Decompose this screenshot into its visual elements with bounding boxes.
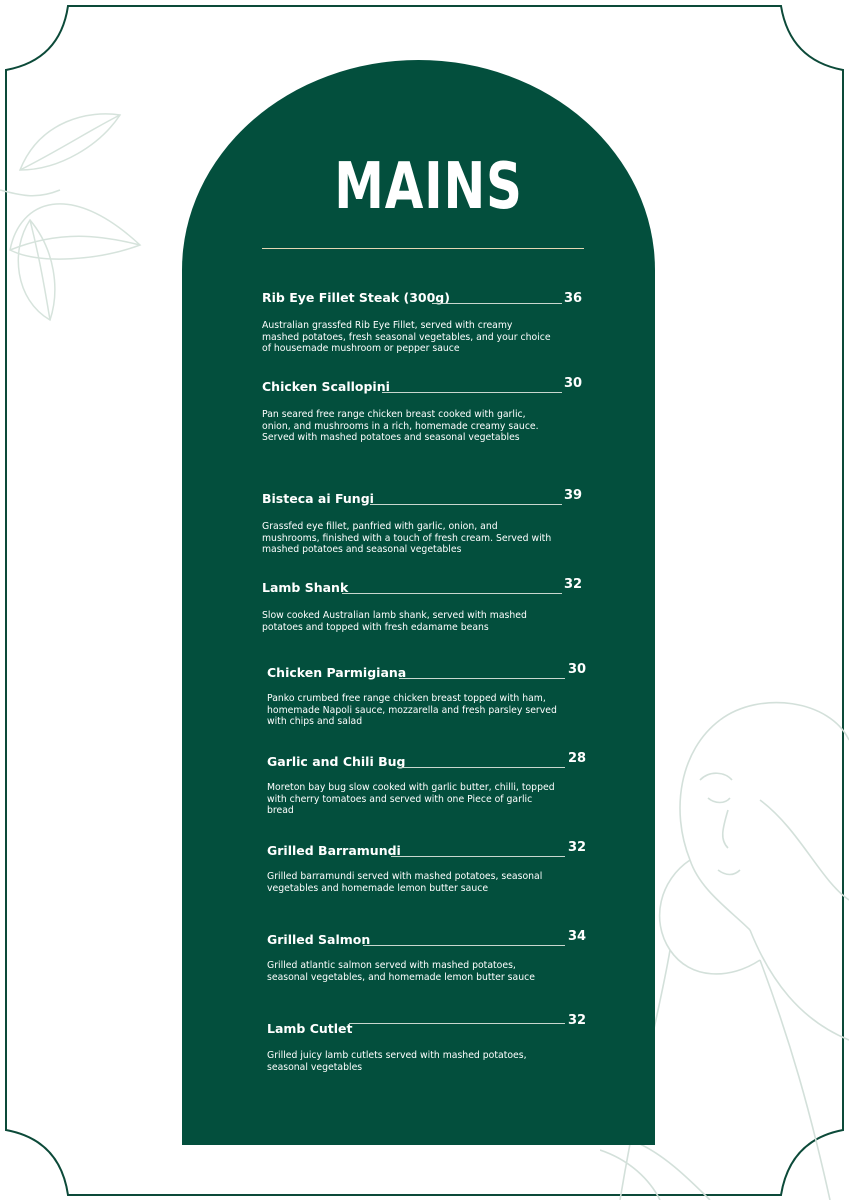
- item-description: Grassfed eye fillet, panfried with garlic, onion, and mushrooms, finished with a touch of fresh cream. Served with mashed potatoes and seasonal vegetables: [262, 521, 552, 556]
- item-description: Panko crumbed free range chicken breast topped with ham, homemade Napoli sauce, mozzarella and fresh parsley served with chips and salad: [267, 693, 557, 728]
- item-description: Australian grassfed Rib Eye Fillet, served with creamy mashed potatoes, fresh seasonal vegetables, and your choice of housemade mushroom or pepper sauce: [262, 320, 551, 355]
- item-price: 32: [568, 840, 587, 855]
- item-price: 32: [564, 577, 583, 592]
- item-description: Pan seared free range chicken breast cooked with garlic, onion, and mushrooms in a rich, homemade creamy sauce. Served with mashed potatoes and seasonal vegetables: [262, 409, 539, 444]
- dotted-leader: [391, 856, 565, 857]
- item-name: Bisteca ai Fungi: [262, 491, 374, 506]
- menu-item: [267, 840, 597, 894]
- item-name: Grilled Barramundi: [267, 843, 401, 858]
- item-price: 39: [564, 488, 583, 503]
- item-name: Grilled Salmon: [267, 932, 371, 947]
- dotted-leader: [342, 593, 562, 594]
- menu-item: [267, 662, 597, 728]
- menu-item: [262, 577, 592, 633]
- menu-item: [267, 929, 597, 983]
- menu-item: [262, 488, 592, 556]
- item-description: Grilled atlantic salmon served with mashed potatoes, seasonal vegetables, and homemade lemon butter sauce: [267, 960, 535, 983]
- menu-item: [267, 751, 597, 817]
- dotted-leader: [399, 678, 565, 679]
- item-description: Grilled juicy lamb cutlets served with mashed potatoes, seasonal vegetables: [267, 1050, 527, 1073]
- menu-item: [262, 290, 592, 355]
- dotted-leader: [349, 1023, 565, 1024]
- item-price: 28: [568, 751, 587, 766]
- item-price: 30: [568, 662, 587, 677]
- item-name: Garlic and Chili Bug: [267, 754, 406, 769]
- leaf-illustration: [0, 100, 190, 340]
- dotted-leader: [382, 392, 562, 393]
- dotted-leader: [432, 303, 562, 304]
- dotted-leader: [397, 767, 565, 768]
- item-name: Chicken Parmigiana: [267, 665, 407, 680]
- title-divider: [262, 248, 584, 249]
- item-name: Rib Eye Fillet Steak (300g): [262, 290, 450, 305]
- item-name: Lamb Cutlet: [267, 1021, 353, 1036]
- item-name: Lamb Shank: [262, 580, 349, 595]
- item-price: 36: [564, 291, 583, 306]
- dotted-leader: [363, 945, 565, 946]
- item-name: Chicken Scallopini: [262, 379, 390, 394]
- menu-item: [262, 376, 592, 444]
- item-price: 34: [568, 929, 587, 944]
- item-description: Moreton bay bug slow cooked with garlic butter, chilli, topped with cherry tomatoes and served with one Piece of garlic bread: [267, 782, 555, 817]
- item-description: Slow cooked Australian lamb shank, served with mashed potatoes and topped with fresh edamame beans: [262, 610, 527, 633]
- menu-item: [267, 1013, 597, 1073]
- page-title: MAINS: [334, 150, 523, 224]
- dotted-leader: [370, 504, 562, 505]
- item-description: Grilled barramundi served with mashed potatoes, seasonal vegetables and homemade lemon butter sauce: [267, 871, 543, 894]
- item-price: 30: [564, 376, 583, 391]
- item-price: 32: [568, 1013, 587, 1028]
